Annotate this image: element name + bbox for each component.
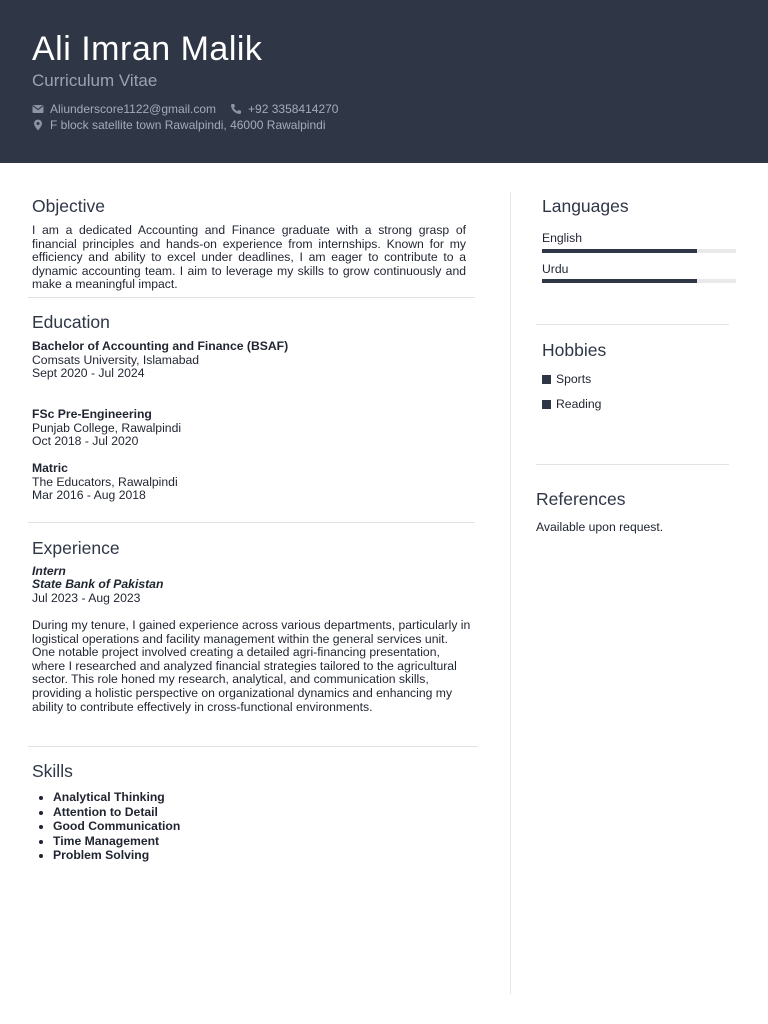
phone-text: +92 3358414270 — [248, 102, 339, 116]
hobby-label: Sports — [556, 372, 592, 386]
address-text: F block satellite town Rawalpindi, 46000 Rawalpindi — [50, 118, 326, 132]
education-dates: Oct 2018 - Jul 2020 — [32, 434, 139, 448]
degree-name: Matric — [32, 461, 68, 475]
objective-text: I am a dedicated Accounting and Finance graduate with a strong grasp of financial principles and hands-on experience from internships. Known for my efficiency and ability to excel under deadlines, I am eager to contribute to a dynamic accounting team. I aim to leverage my skills to grow continuously and make a meaningful impact. — [32, 223, 466, 292]
section-divider — [536, 464, 729, 465]
language-level-bar — [542, 249, 736, 253]
language-level-bar — [542, 279, 736, 283]
column-divider — [510, 192, 511, 994]
objective-heading: Objective — [32, 196, 105, 216]
hobbies-heading: Hobbies — [542, 340, 607, 360]
person-name: Ali Imran Malik — [32, 30, 263, 68]
skill-item: • Problem Solving — [53, 848, 180, 863]
language-name: English — [542, 231, 582, 245]
document-subtitle: Curriculum Vitae — [32, 71, 158, 90]
education-heading: Education — [32, 312, 110, 332]
square-bullet-icon — [542, 375, 551, 384]
skills-heading: Skills — [32, 761, 73, 781]
experience-heading: Experience — [32, 538, 120, 558]
square-bullet-icon — [542, 400, 551, 409]
skill-item: • Analytical Thinking — [53, 790, 180, 805]
skills-list — [53, 790, 180, 863]
hobby-item — [542, 397, 601, 411]
education-dates: Mar 2016 - Aug 2018 — [32, 488, 146, 502]
degree-name: FSc Pre-Engineering — [32, 407, 152, 421]
education-dates: Sept 2020 - Jul 2024 — [32, 366, 145, 380]
section-divider — [28, 746, 478, 747]
institution-name: Comsats University, Islamabad — [32, 352, 200, 367]
languages-heading: Languages — [542, 196, 629, 216]
email-text: Aliunderscore1122@gmail.com — [50, 102, 217, 116]
section-divider — [28, 297, 475, 298]
language-name: Urdu — [542, 262, 569, 276]
location-pin-icon — [32, 119, 44, 131]
references-heading: References — [536, 489, 626, 509]
section-divider — [536, 324, 729, 325]
references-text: Available upon request. — [536, 520, 664, 534]
envelope-icon — [32, 103, 44, 115]
hobby-label: Reading — [556, 397, 602, 411]
education-entry — [32, 408, 181, 449]
education-entry — [32, 340, 288, 381]
header-banner — [0, 0, 768, 163]
education-entry — [32, 462, 178, 503]
contact-row-secondary — [32, 117, 339, 133]
degree-name: Bachelor of Accounting and Finance (BSAF) — [32, 339, 289, 353]
hobby-item — [542, 372, 591, 386]
company-name: State Bank of Pakistan — [32, 577, 164, 591]
skill-item: • Attention to Detail — [53, 805, 180, 820]
contact-email[interactable] — [32, 102, 216, 116]
skill-item: • Good Communication — [53, 819, 180, 834]
skill-item: • Time Management — [53, 834, 180, 849]
contact-address — [32, 118, 325, 132]
phone-icon — [230, 103, 242, 115]
language-level-fill — [542, 279, 697, 283]
job-title: Intern — [32, 564, 66, 578]
language-level-fill — [542, 249, 697, 253]
contact-row-primary — [32, 101, 352, 117]
section-divider — [28, 522, 475, 523]
job-dates: Jul 2023 - Aug 2023 — [32, 591, 141, 605]
institution-name: Punjab College, Rawalpindi — [32, 420, 182, 435]
job-description: During my tenure, I gained experience across various departments, particularly in logistical operations and facility management within the general services unit. One notable project involved creating a detailed agri-financing presentation, where I researched and analyzed financial strategies tailored to the agricultural sector. This role honed my research, analytical, and communication skills, providing a holistic perspective on organizational dynamics and enhancing my ability to contribute effectively in cross-functional environments. — [32, 618, 471, 714]
contact-phone[interactable] — [230, 102, 338, 116]
institution-name: The Educators, Rawalpindi — [32, 474, 178, 489]
